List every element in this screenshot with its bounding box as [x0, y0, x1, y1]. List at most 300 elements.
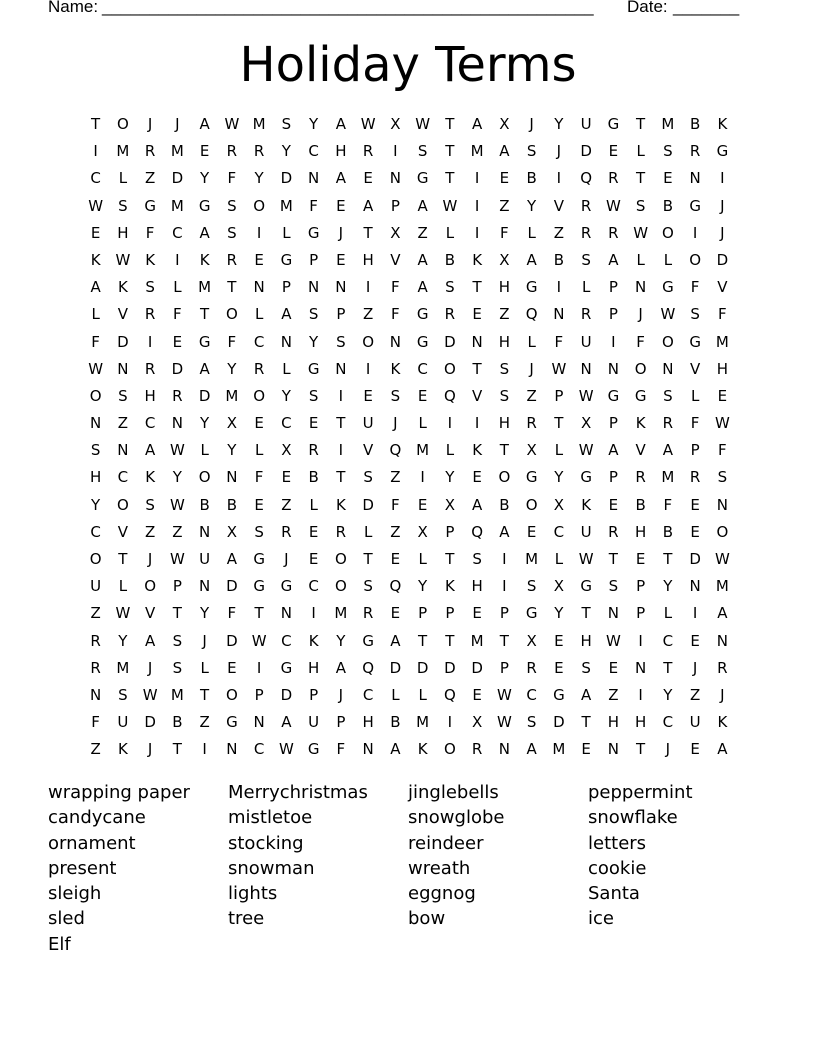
- grid-letter: I: [338, 441, 344, 460]
- grid-letter: L: [445, 223, 455, 242]
- grid-letter: J: [147, 658, 153, 677]
- grid-letter: O: [634, 359, 647, 378]
- grid-letter: U: [580, 115, 592, 133]
- grid-letter: N: [90, 685, 102, 704]
- grid-letter: W: [169, 550, 185, 568]
- grid-letter: H: [716, 359, 729, 378]
- page-title: Holiday Terms: [239, 37, 577, 93]
- grid-letter: J: [720, 685, 725, 704]
- grid-letter: G: [634, 386, 647, 405]
- grid-letter: R: [90, 658, 101, 677]
- grid-letter: D: [280, 685, 293, 704]
- grid-row: [82, 709, 736, 736]
- grid-letter: G: [662, 278, 674, 297]
- grid-row: [82, 546, 736, 573]
- grid-letter: E: [90, 223, 101, 242]
- word-list-item: lights: [228, 883, 278, 905]
- grid-letter: Q: [471, 522, 484, 541]
- grid-letter: Z: [90, 740, 101, 759]
- grid-letter: G: [580, 577, 592, 596]
- grid-letter: W: [115, 250, 131, 269]
- grid-letter: R: [471, 740, 483, 759]
- grid-letter: W: [115, 604, 131, 623]
- grid-letter: F: [663, 495, 673, 514]
- grid-row: [82, 736, 736, 763]
- grid-letter: E: [417, 386, 428, 405]
- grid-letter: S: [690, 305, 700, 324]
- grid-letter: K: [308, 631, 319, 650]
- grid-letter: I: [474, 169, 480, 188]
- grid-letter: B: [662, 522, 674, 541]
- grid-letter: C: [90, 522, 101, 541]
- grid-letter: P: [309, 685, 319, 704]
- grid-letter: N: [335, 359, 347, 378]
- grid-row: [82, 356, 736, 383]
- word-list-item: letters: [588, 832, 647, 854]
- grid-letter: M: [470, 631, 484, 650]
- grid-letter: A: [335, 169, 346, 188]
- grid-letter: P: [690, 441, 700, 460]
- grid-letter: A: [717, 604, 728, 623]
- grid-letter: O: [443, 740, 456, 759]
- grid-letter: D: [416, 658, 429, 677]
- grid-letter: C: [90, 169, 101, 188]
- grid-letter: S: [118, 196, 128, 215]
- grid-letter: O: [334, 550, 347, 568]
- grid-letter: U: [580, 332, 592, 351]
- word-list-item: candycane: [48, 807, 146, 829]
- grid-letter: C: [308, 577, 319, 596]
- grid-letter: E: [526, 522, 537, 541]
- grid-letter: K: [417, 740, 428, 759]
- grid-letter: L: [636, 250, 645, 269]
- grid-letter: H: [362, 713, 374, 732]
- grid-letter: P: [499, 604, 509, 623]
- grid-letter: N: [716, 631, 728, 650]
- grid-letter: L: [418, 414, 427, 433]
- grid-letter: A: [417, 250, 428, 269]
- grid-letter: F: [227, 332, 237, 351]
- grid-letter: T: [445, 142, 455, 161]
- grid-letter: R: [635, 468, 646, 487]
- name-label: Name:: [48, 0, 99, 16]
- grid-letter: W: [442, 196, 458, 215]
- grid-letter: U: [117, 713, 129, 732]
- grid-letter: C: [662, 713, 674, 732]
- grid-letter: C: [417, 359, 428, 378]
- grid-letter: W: [88, 196, 104, 215]
- grid-row: [82, 220, 736, 247]
- grid-letter: P: [608, 305, 618, 324]
- grid-letter: V: [689, 359, 701, 378]
- grid-letter: O: [661, 223, 674, 242]
- grid-letter: R: [608, 223, 619, 242]
- grid-letter: Y: [200, 169, 210, 188]
- grid-letter: E: [554, 631, 564, 650]
- grid-letter: Z: [144, 169, 156, 188]
- grid-letter: C: [253, 332, 265, 351]
- grid-letter: O: [89, 550, 102, 568]
- grid-letter: B: [662, 196, 674, 215]
- grid-letter: I: [556, 169, 562, 188]
- grid-letter: I: [638, 685, 643, 704]
- grid-letter: R: [281, 522, 292, 541]
- grid-letter: M: [470, 142, 484, 161]
- grid-letter: D: [444, 658, 456, 677]
- grid-letter: K: [117, 278, 128, 297]
- grid-letter: A: [199, 359, 210, 378]
- grid-letter: M: [661, 115, 675, 133]
- grid-letter: F: [145, 223, 155, 242]
- grid-letter: E: [336, 250, 346, 269]
- grid-letter: E: [472, 685, 482, 704]
- grid-letter: K: [117, 740, 128, 759]
- grid-letter: R: [662, 414, 674, 433]
- grid-letter: Q: [362, 658, 375, 677]
- word-column: [48, 780, 190, 957]
- grid-letter: R: [253, 359, 265, 378]
- grid-letter: A: [390, 740, 401, 759]
- grid-letter: D: [580, 142, 592, 161]
- grid-letter: O: [225, 685, 238, 704]
- grid-letter: K: [472, 250, 483, 269]
- grid-letter: Y: [200, 414, 210, 433]
- grid-letter: A: [390, 631, 401, 650]
- grid-letter: W: [169, 495, 185, 514]
- grid-letter: Z: [199, 713, 210, 732]
- grid-letter: B: [689, 115, 701, 133]
- grid-letter: V: [144, 604, 156, 623]
- grid-letter: L: [663, 250, 673, 269]
- grid-letter: Y: [227, 359, 237, 378]
- word-column: [228, 780, 368, 932]
- grid-letter: Z: [689, 685, 701, 704]
- grid-row: [82, 138, 736, 165]
- grid-letter: I: [502, 550, 507, 568]
- grid-letter: J: [665, 740, 671, 759]
- grid-letter: R: [526, 658, 537, 677]
- grid-letter: J: [338, 223, 344, 242]
- grid-letter: F: [336, 740, 346, 759]
- grid-letter: N: [607, 359, 619, 378]
- grid-letter: F: [227, 604, 237, 623]
- word-list-item: Merrychristmas: [228, 782, 368, 803]
- grid-letter: O: [689, 250, 702, 269]
- grid-letter: D: [444, 332, 456, 351]
- grid-letter: T: [200, 305, 210, 324]
- grid-letter: G: [525, 604, 538, 623]
- grid-letter: C: [526, 685, 537, 704]
- grid-letter: M: [525, 550, 539, 568]
- grid-letter: I: [692, 223, 698, 242]
- grid-letter: P: [445, 522, 455, 541]
- grid-letter: A: [471, 115, 483, 133]
- grid-letter: E: [172, 332, 183, 351]
- grid-letter: T: [472, 359, 482, 378]
- grid-letter: S: [663, 386, 673, 405]
- grid-row: [82, 600, 736, 627]
- grid-letter: O: [362, 332, 375, 351]
- grid-letter: R: [526, 414, 537, 433]
- grid-letter: T: [636, 115, 646, 133]
- grid-letter: X: [553, 495, 565, 514]
- grid-letter: T: [581, 713, 591, 732]
- grid-letter: Z: [608, 685, 619, 704]
- grid-letter: K: [390, 359, 401, 378]
- grid-letter: O: [498, 468, 511, 487]
- grid-letter: F: [554, 332, 564, 351]
- grid-letter: D: [362, 495, 374, 514]
- grid-letter: L: [663, 604, 673, 623]
- grid-letter: W: [278, 740, 294, 759]
- grid-letter: X: [526, 631, 537, 650]
- grid-letter: X: [390, 115, 401, 133]
- grid-letter: F: [91, 713, 100, 732]
- word-list-item: snowglobe: [408, 807, 505, 829]
- grid-row: [82, 274, 736, 301]
- grid-letter: G: [253, 550, 265, 568]
- grid-letter: F: [254, 468, 264, 487]
- grid-letter: W: [251, 631, 267, 650]
- grid-letter: Q: [389, 441, 402, 460]
- grid-letter: S: [172, 631, 183, 650]
- grid-letter: S: [363, 468, 373, 487]
- grid-letter: H: [634, 522, 647, 541]
- word-list-item: snowflake: [588, 807, 678, 829]
- grid-letter: A: [608, 441, 619, 460]
- grid-letter: M: [416, 713, 430, 732]
- grid-letter: H: [307, 658, 320, 677]
- grid-letter: I: [720, 169, 725, 188]
- grid-letter: P: [636, 604, 646, 623]
- grid-letter: W: [496, 713, 512, 732]
- grid-letter: L: [418, 685, 427, 704]
- grid-letter: E: [363, 169, 373, 188]
- grid-letter: E: [390, 550, 401, 568]
- grid-letter: I: [256, 658, 262, 677]
- word-list-item: ice: [588, 908, 614, 930]
- grid-letter: H: [471, 577, 483, 596]
- grid-letter: O: [716, 522, 729, 541]
- grid-letter: F: [391, 495, 400, 514]
- grid-letter: V: [117, 522, 128, 541]
- grid-letter: S: [308, 386, 319, 405]
- grid-letter: I: [393, 142, 398, 161]
- grid-letter: I: [474, 196, 480, 215]
- grid-letter: D: [280, 169, 293, 188]
- grid-letter: T: [499, 631, 509, 650]
- grid-letter: M: [198, 278, 212, 297]
- grid-letter: R: [90, 631, 101, 650]
- grid-letter: K: [472, 441, 483, 460]
- grid-letter: N: [280, 332, 292, 351]
- word-list-item: Elf: [48, 933, 71, 955]
- grid-letter: Q: [443, 386, 456, 405]
- grid-letter: W: [142, 685, 158, 704]
- grid-letter: G: [525, 278, 538, 297]
- grid-letter: Y: [418, 577, 428, 596]
- grid-letter: S: [254, 522, 264, 541]
- grid-letter: A: [362, 196, 374, 215]
- grid-letter: H: [607, 713, 620, 732]
- grid-letter: P: [254, 685, 264, 704]
- grid-letter: Y: [227, 441, 237, 460]
- grid-letter: N: [199, 577, 211, 596]
- grid-letter: W: [169, 441, 185, 460]
- grid-letter: A: [335, 115, 346, 133]
- grid-letter: P: [336, 305, 346, 324]
- grid-letter: W: [578, 386, 594, 405]
- word-list-item: eggnog: [408, 883, 476, 905]
- grid-letter: S: [363, 577, 373, 596]
- grid-letter: T: [172, 604, 182, 623]
- grid-letter: X: [226, 522, 238, 541]
- grid-row: [82, 464, 736, 491]
- grid-letter: I: [638, 631, 643, 650]
- date-blank: _______: [673, 0, 740, 16]
- grid-letter: G: [198, 332, 211, 351]
- grid-letter: S: [172, 658, 183, 677]
- grid-letter: Y: [281, 142, 291, 161]
- grid-letter: M: [116, 142, 130, 161]
- grid-letter: R: [172, 386, 183, 405]
- grid-letter: G: [280, 250, 293, 269]
- grid-letter: K: [717, 713, 728, 732]
- grid-letter: E: [308, 414, 319, 433]
- grid-letter: D: [389, 658, 402, 677]
- grid-letter: L: [581, 278, 591, 297]
- grid-letter: Y: [91, 495, 101, 514]
- grid-letter: E: [635, 550, 646, 568]
- grid-letter: M: [170, 142, 184, 161]
- grid-letter: B: [226, 495, 238, 514]
- grid-letter: N: [716, 495, 728, 514]
- grid-letter: L: [527, 332, 536, 351]
- grid-letter: F: [227, 169, 237, 188]
- grid-letter: O: [253, 196, 266, 215]
- grid-letter: C: [253, 740, 265, 759]
- grid-letter: G: [362, 631, 374, 650]
- grid-letter: B: [199, 495, 210, 514]
- grid-letter: L: [200, 441, 209, 460]
- grid-letter: D: [171, 359, 184, 378]
- grid-letter: I: [256, 223, 262, 242]
- grid-letter: K: [145, 250, 156, 269]
- grid-letter: E: [472, 305, 482, 324]
- grid-letter: S: [663, 142, 673, 161]
- grid-letter: X: [226, 414, 238, 433]
- grid-letter: F: [391, 305, 400, 324]
- grid-letter: C: [117, 468, 129, 487]
- grid-letter: A: [526, 740, 537, 759]
- grid-letter: R: [144, 142, 156, 161]
- grid-letter: M: [661, 468, 675, 487]
- grid-letter: Z: [281, 495, 292, 514]
- grid-row: [82, 247, 736, 274]
- grid-letter: R: [608, 522, 619, 541]
- grid-letter: B: [553, 250, 565, 269]
- grid-letter: Y: [663, 577, 673, 596]
- grid-letter: A: [608, 250, 619, 269]
- grid-letter: E: [308, 550, 319, 568]
- grid-letter: S: [281, 115, 292, 133]
- grid-letter: H: [580, 631, 592, 650]
- grid-letter: J: [393, 414, 398, 433]
- grid-letter: I: [175, 250, 180, 269]
- grid-letter: N: [662, 359, 674, 378]
- grid-letter: L: [91, 305, 100, 324]
- grid-letter: S: [499, 359, 510, 378]
- grid-letter: T: [472, 278, 482, 297]
- grid-letter: S: [90, 441, 101, 460]
- grid-letter: R: [226, 250, 238, 269]
- grid-letter: E: [254, 414, 264, 433]
- grid-letter: X: [553, 577, 565, 596]
- grid-letter: L: [118, 577, 128, 596]
- grid-letter: N: [635, 278, 647, 297]
- grid-letter: A: [281, 713, 292, 732]
- grid-letter: R: [226, 142, 238, 161]
- grid-letter: I: [365, 278, 371, 297]
- grid-letter: L: [445, 441, 455, 460]
- grid-letter: K: [199, 250, 210, 269]
- grid-letter: X: [417, 522, 428, 541]
- grid-letter: M: [416, 441, 430, 460]
- grid-letter: B: [526, 169, 537, 188]
- grid-letter: D: [689, 550, 701, 568]
- grid-letter: I: [338, 386, 344, 405]
- grid-letter: X: [281, 441, 292, 460]
- word-list-item: peppermint: [588, 782, 693, 803]
- grid-letter: N: [580, 359, 592, 378]
- grid-letter: K: [90, 250, 101, 269]
- grid-letter: S: [635, 196, 646, 215]
- grid-letter: L: [309, 495, 318, 514]
- grid-letter: W: [224, 115, 240, 133]
- grid-letter: N: [308, 278, 320, 297]
- grid-letter: L: [363, 522, 373, 541]
- grid-letter: T: [663, 550, 673, 568]
- grid-row: [82, 655, 736, 682]
- grid-letter: J: [720, 196, 725, 215]
- grid-letter: L: [391, 685, 400, 704]
- grid-letter: Z: [499, 196, 510, 215]
- grid-letter: W: [88, 359, 104, 378]
- grid-letter: K: [717, 115, 728, 133]
- grid-letter: F: [718, 305, 727, 324]
- grid-letter: O: [116, 495, 129, 514]
- grid-letter: S: [608, 577, 619, 596]
- grid-letter: B: [390, 713, 401, 732]
- grid-letter: D: [198, 386, 211, 405]
- grid-letter: F: [391, 278, 400, 297]
- grid-letter: R: [335, 522, 347, 541]
- grid-letter: I: [474, 223, 480, 242]
- grid-letter: I: [147, 332, 153, 351]
- grid-letter: T: [445, 169, 455, 188]
- word-list-item: Santa: [588, 883, 640, 905]
- grid-row: [82, 492, 736, 519]
- grid-letter: L: [690, 386, 700, 405]
- grid-letter: D: [471, 658, 483, 677]
- grid-letter: H: [117, 223, 129, 242]
- grid-letter: V: [471, 386, 483, 405]
- grid-letter: A: [662, 441, 673, 460]
- grid-letter: A: [199, 115, 210, 133]
- grid-letter: K: [335, 495, 346, 514]
- grid-letter: M: [170, 196, 184, 215]
- grid-row: [82, 519, 736, 546]
